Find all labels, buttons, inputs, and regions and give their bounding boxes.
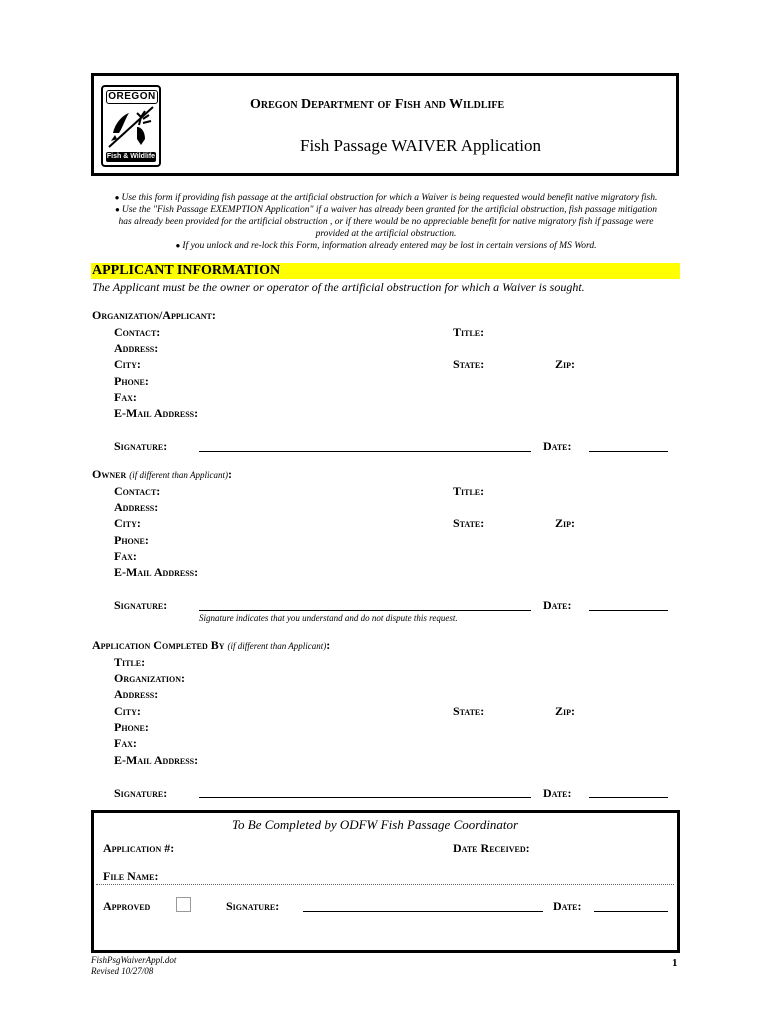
page-number: 1 <box>672 957 678 969</box>
dotted-divider <box>96 884 674 885</box>
bullet-icon: ● <box>175 241 183 250</box>
coordinator-signature-line[interactable] <box>303 911 543 912</box>
phone-label[interactable]: Phone: <box>114 720 149 734</box>
date-label: Date: <box>543 598 572 612</box>
signature-note: Signature indicates that you understand and do not dispute this request. <box>199 613 458 623</box>
date-label: Date: <box>543 439 572 453</box>
date-line[interactable] <box>589 451 668 452</box>
application-number-label[interactable]: Application #: <box>103 841 175 855</box>
coordinator-signature-label: Signature: <box>226 899 280 913</box>
email-label[interactable]: E-Mail Address: <box>114 406 199 420</box>
file-name-label[interactable]: File Name: <box>103 869 159 883</box>
approved-checkbox[interactable] <box>176 897 191 912</box>
org-applicant-label: Organization/Applicant: <box>92 308 216 322</box>
odfw-logo <box>101 85 161 167</box>
footer-filename: FishPsgWaiverAppl.dot <box>91 955 177 965</box>
footer-revised: Revised 10/27/08 <box>91 966 154 976</box>
logo-bottom-text: Fish & Wildlife <box>106 153 156 160</box>
instruction-line: provided at the artificial obstruction. <box>315 229 457 239</box>
coordinator-date-label: Date: <box>553 899 582 913</box>
form-title: Fish Passage WAIVER Application <box>300 136 541 155</box>
owner-label: Owner (if different than Applicant): <box>92 467 232 481</box>
city-label[interactable]: City: <box>114 704 141 718</box>
title-label[interactable]: Title: <box>453 484 485 498</box>
address-label[interactable]: Address: <box>114 500 159 514</box>
header-box <box>91 73 679 176</box>
app-completed-by-label: Application Completed By (if different than Applicant): <box>92 638 331 652</box>
email-label[interactable]: E-Mail Address: <box>114 753 199 767</box>
bullet-icon: ● <box>114 193 122 202</box>
state-label[interactable]: State: <box>453 357 485 371</box>
phone-label[interactable]: Phone: <box>114 374 149 388</box>
applicant-section-subtitle: The Applicant must be the owner or operator of the artificial obstruction for which a Waiver is sought. <box>92 280 585 294</box>
signature-label: Signature: <box>114 598 168 612</box>
address-label[interactable]: Address: <box>114 687 159 701</box>
zip-label[interactable]: Zip: <box>555 704 575 718</box>
department-title: Oregon Department of Fish and Wildlife <box>250 97 505 112</box>
odfw-box-title: To Be Completed by ODFW Fish Passage Coordinator <box>232 817 519 832</box>
date-line[interactable] <box>589 797 668 798</box>
signature-line[interactable] <box>199 610 531 611</box>
instruction-line: ● Use this form if providing fish passage at the artificial obstruction for which a Waiver is being requested would benefit native migratory fish. <box>114 193 658 203</box>
instruction-line: ● If you unlock and re-lock this Form, information already entered may be lost in certain versions of MS Word. <box>175 241 597 251</box>
footer <box>91 955 176 977</box>
signature-line[interactable] <box>199 797 531 798</box>
signature-line[interactable] <box>199 451 531 452</box>
signature-label: Signature: <box>114 439 168 453</box>
address-label[interactable]: Address: <box>114 341 159 355</box>
organization-label[interactable]: Organization: <box>114 671 185 685</box>
city-label[interactable]: City: <box>114 516 141 530</box>
email-label[interactable]: E-Mail Address: <box>114 565 199 579</box>
fish-deer-icon <box>107 105 155 149</box>
date-received-label[interactable]: Date Received: <box>453 841 530 855</box>
title-label[interactable]: Title: <box>453 325 485 339</box>
approved-label: Approved <box>103 899 151 913</box>
instructions <box>92 192 680 252</box>
coordinator-date-line[interactable] <box>594 911 668 912</box>
city-label[interactable]: City: <box>114 357 141 371</box>
instruction-line: has already been provided for the artificial obstruction , or if there would be no appreciable benefit for native migratory fish if passage were <box>118 217 654 227</box>
contact-label[interactable]: Contact: <box>114 325 161 339</box>
state-label[interactable]: State: <box>453 516 485 530</box>
phone-label[interactable]: Phone: <box>114 533 149 547</box>
zip-label[interactable]: Zip: <box>555 357 575 371</box>
fax-label[interactable]: Fax: <box>114 390 137 404</box>
bullet-icon: ● <box>114 205 122 214</box>
instruction-line: ● Use the "Fish Passage EXEMPTION Application" if a waiver has already been granted for the artificial obstruction, fish passage mitigation <box>114 205 658 215</box>
zip-label[interactable]: Zip: <box>555 516 575 530</box>
title-label[interactable]: Title: <box>114 655 146 669</box>
contact-label[interactable]: Contact: <box>114 484 161 498</box>
fax-label[interactable]: Fax: <box>114 549 137 563</box>
fax-label[interactable]: Fax: <box>114 736 137 750</box>
state-label[interactable]: State: <box>453 704 485 718</box>
signature-label: Signature: <box>114 786 168 800</box>
date-label: Date: <box>543 786 572 800</box>
applicant-section-title: APPLICANT INFORMATION <box>92 263 281 278</box>
date-line[interactable] <box>589 610 668 611</box>
logo-top-text: OREGON <box>106 90 158 104</box>
